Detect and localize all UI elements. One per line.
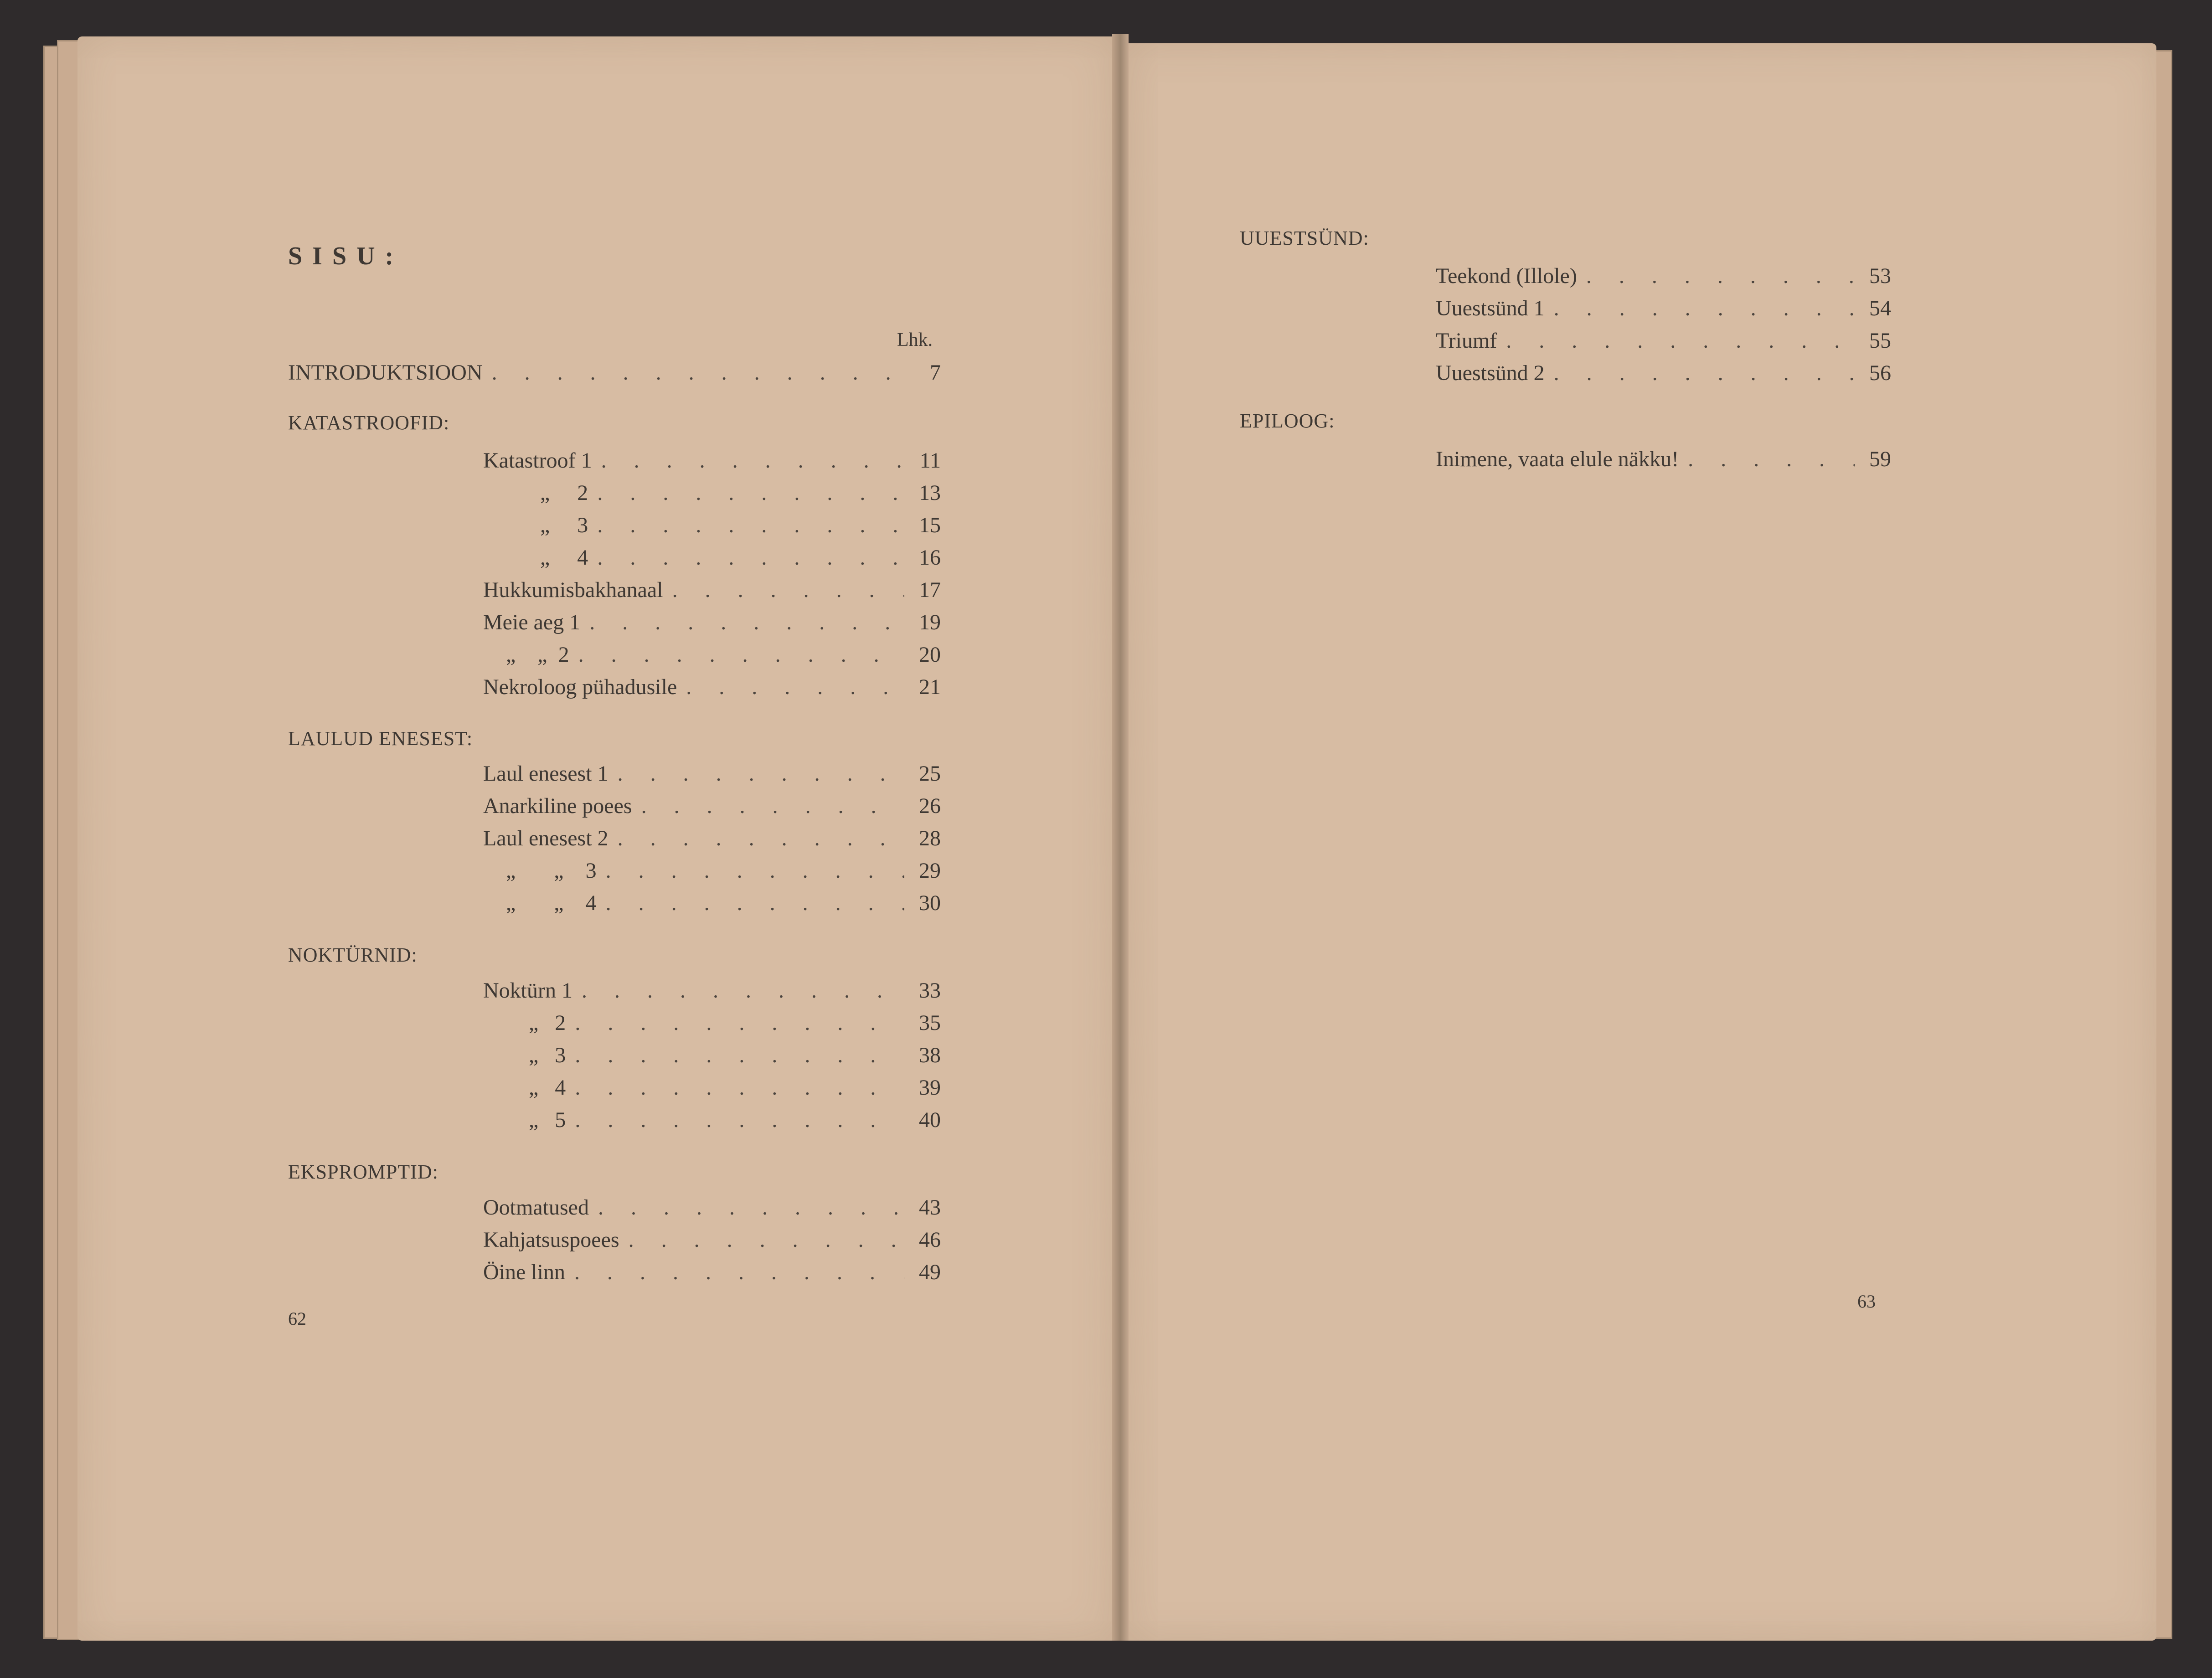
- contents-heading: SISU:: [288, 242, 404, 270]
- entry-label: „ 4: [529, 1076, 566, 1100]
- page-number: 62: [288, 1308, 306, 1329]
- entry-label: „ „ 2: [506, 643, 569, 667]
- dot-leader: [572, 978, 904, 1003]
- dot-leader: [1577, 263, 1855, 288]
- entry-page: 20: [919, 643, 941, 667]
- entry-page: 15: [919, 513, 941, 537]
- entry-page: 29: [919, 859, 941, 883]
- dot-leader: [608, 761, 904, 786]
- entry-page: 21: [919, 675, 941, 699]
- page-number: 63: [1857, 1291, 1876, 1312]
- section-title: EPILOOG:: [1240, 410, 1335, 432]
- dot-leader: [663, 577, 904, 602]
- dot-leader: [566, 1010, 904, 1035]
- entry-label: Teekond (Illole): [1436, 264, 1577, 288]
- dot-leader: [569, 642, 904, 667]
- dot-leader: [483, 360, 904, 385]
- dot-leader: [1497, 328, 1855, 353]
- dot-leader: [619, 1227, 904, 1252]
- book-gutter: [1112, 34, 1129, 1641]
- dot-leader: [597, 858, 904, 883]
- toc-entry: [529, 1107, 941, 1132]
- toc-entry: [506, 858, 941, 883]
- toc-entry: [1436, 447, 1891, 472]
- entry-page: 54: [1869, 296, 1891, 320]
- dot-leader: [588, 480, 904, 505]
- entry-label: „ „ 3: [506, 859, 597, 883]
- toc-entry: [483, 610, 941, 635]
- dot-leader: [1679, 447, 1855, 472]
- entry-page: 35: [919, 1011, 941, 1035]
- entry-label: Uuestsünd 1: [1436, 296, 1545, 320]
- entry-label: „ 5: [529, 1108, 566, 1132]
- entry-label: Kahjatsuspoees: [483, 1228, 619, 1252]
- entry-page: 59: [1869, 447, 1891, 471]
- toc-entry: [1436, 263, 1891, 288]
- entry-page: 33: [919, 978, 941, 1003]
- toc-entry: [483, 761, 941, 786]
- entry-page: 7: [930, 360, 941, 385]
- toc-entry: [483, 577, 941, 602]
- entry-page: 43: [919, 1195, 941, 1220]
- toc-entry: [540, 545, 941, 570]
- toc-entry: [483, 1260, 941, 1285]
- entry-page: 49: [919, 1260, 941, 1284]
- entry-page: 53: [1869, 264, 1891, 288]
- dot-leader: [592, 448, 904, 473]
- entry-label: Katastroof 1: [483, 448, 592, 473]
- entry-page: 39: [919, 1076, 941, 1100]
- entry-label: „ 4: [540, 546, 588, 570]
- toc-entry: [1436, 296, 1891, 321]
- entry-label: Ootmatused: [483, 1195, 589, 1220]
- entry-label: Anarkiline poees: [483, 794, 632, 818]
- dot-leader: [1545, 296, 1855, 321]
- entry-page: 26: [919, 794, 941, 818]
- dot-leader: [588, 513, 904, 538]
- toc-entry: [483, 448, 941, 473]
- dot-leader: [608, 826, 904, 851]
- entry-label: Laul enesest 1: [483, 762, 608, 786]
- entry-page: 55: [1869, 329, 1891, 353]
- entry-page: 25: [919, 762, 941, 786]
- toc-entry: [483, 1195, 941, 1220]
- entry-label: Öine linn: [483, 1260, 565, 1284]
- toc-entry: [540, 480, 941, 505]
- toc-entry: [483, 1227, 941, 1252]
- entry-page: 16: [919, 546, 941, 570]
- entry-page: 17: [919, 578, 941, 602]
- toc-entry: [483, 793, 941, 818]
- dot-leader: [677, 674, 904, 700]
- dot-leader: [597, 890, 904, 916]
- entry-label: Triumf: [1436, 329, 1497, 353]
- toc-entry: [483, 978, 941, 1003]
- section-title: LAULUD ENESEST:: [288, 727, 473, 750]
- toc-entry: [1436, 360, 1891, 386]
- entry-label: „ 3: [540, 513, 588, 537]
- entry-page: 56: [1869, 361, 1891, 385]
- toc-entry: [529, 1075, 941, 1100]
- toc-entry: [540, 513, 941, 538]
- dot-leader: [632, 793, 904, 818]
- entry-page: 13: [919, 481, 941, 505]
- dot-leader: [1545, 360, 1855, 386]
- entry-page: 11: [919, 448, 941, 473]
- section-title: UUESTSÜND:: [1240, 227, 1369, 249]
- page-column-label: Lhk.: [897, 329, 933, 350]
- dot-leader: [566, 1075, 904, 1100]
- entry-label: Laul enesest 2: [483, 826, 608, 850]
- toc-entry: [483, 826, 941, 851]
- entry-label: Hukkumisbakhanaal: [483, 578, 663, 602]
- entry-label: Inimene, vaata elule näkku!: [1436, 447, 1679, 471]
- entry-page: 28: [919, 826, 941, 850]
- entry-label: Nekroloog pühadusile: [483, 675, 677, 699]
- toc-entry: [529, 1043, 941, 1068]
- entry-page: 40: [919, 1108, 941, 1132]
- dot-leader: [580, 610, 904, 635]
- section-title: EKSPROMPTID:: [288, 1161, 438, 1183]
- entry-label: „ 2: [529, 1011, 566, 1035]
- entry-label: „ „ 4: [506, 891, 597, 915]
- entry-page: 30: [919, 891, 941, 915]
- toc-entry: [483, 674, 941, 700]
- entry-page: 19: [919, 610, 941, 634]
- entry-label: „ 3: [529, 1043, 566, 1067]
- section-title: KATASTROOFID:: [288, 412, 450, 434]
- entry-page: 46: [919, 1228, 941, 1252]
- dot-leader: [566, 1107, 904, 1132]
- dot-leader: [588, 545, 904, 570]
- toc-entry: [506, 642, 941, 667]
- entry-label: „ 2: [540, 481, 588, 505]
- dot-leader: [565, 1260, 904, 1285]
- toc-entry: [529, 1010, 941, 1035]
- toc-entry-introduction: [288, 360, 941, 385]
- dot-leader: [566, 1043, 904, 1068]
- entry-label: Uuestsünd 2: [1436, 361, 1545, 385]
- dot-leader: [589, 1195, 904, 1220]
- entry-page: 38: [919, 1043, 941, 1067]
- entry-label: Meie aeg 1: [483, 610, 581, 634]
- toc-entry: [1436, 328, 1891, 353]
- entry-label: Noktürn 1: [483, 978, 572, 1003]
- section-title: NOKTÜRNID:: [288, 944, 418, 966]
- toc-entry: [506, 890, 941, 916]
- entry-label: INTRODUKTSIOON: [288, 360, 483, 385]
